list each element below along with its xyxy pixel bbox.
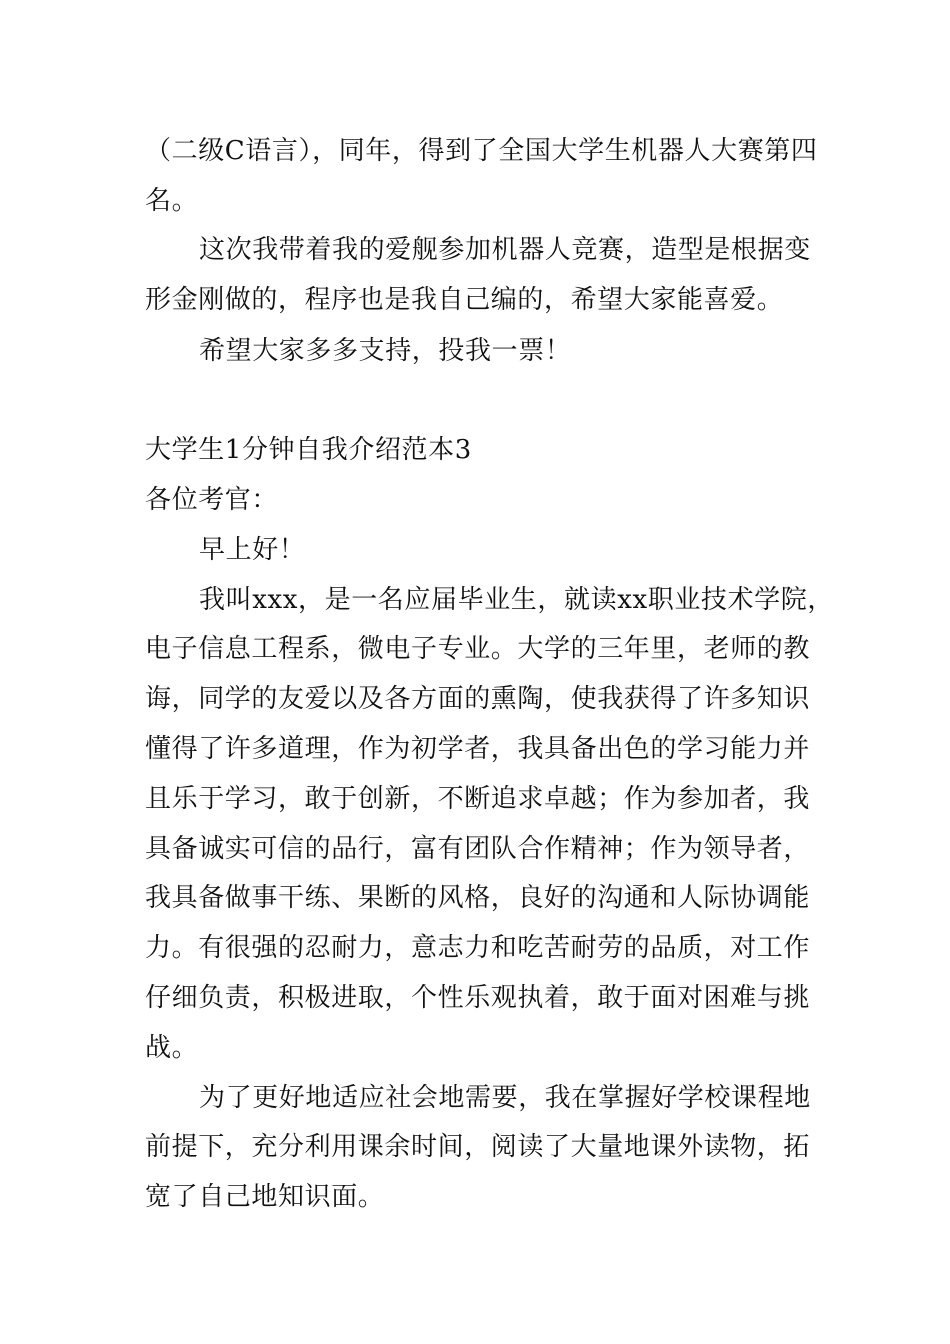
section-title: 大学生1分钟自我介绍范本3 <box>145 435 472 465</box>
paragraph-line: 我具备做事干练、果断的风格，良好的沟通和人际协调能 <box>145 883 811 913</box>
paragraph-line: 宽了自己地知识面。 <box>145 1182 385 1212</box>
paragraph-line: 具备诚实可信的品行，富有团队合作精神；作为领导者， <box>145 834 811 864</box>
paragraph-line: 电子信息工程系，微电子专业。大学的三年里，老师的教 <box>145 634 811 664</box>
paragraph-line: 且乐于学习，敢于创新，不断追求卓越；作为参加者，我 <box>145 784 811 814</box>
paragraph-line: 为了更好地适应社会地需要，我在掌握好学校课程地 <box>199 1083 811 1113</box>
paragraph-line: 前提下，充分利用课余时间，阅读了大量地课外读物，拓 <box>145 1132 811 1162</box>
paragraph-line: 仔细负责，积极进取，个性乐观执着，敢于面对困难与挑 <box>145 983 811 1013</box>
paragraph-line: 诲，同学的友爱以及各方面的熏陶，使我获得了许多知识 <box>145 684 811 714</box>
salutation: 各位考官： <box>145 485 279 515</box>
paragraph-line: 我叫xxx，是一名应届毕业生，就读xx职业技术学院， <box>199 585 834 615</box>
paragraph-line: （二级C语言），同年，得到了全国大学生机器人大赛第四 <box>145 136 818 166</box>
paragraph-line: 懂得了许多道理，作为初学者，我具备出色的学习能力并 <box>145 734 811 764</box>
greeting: 早上好！ <box>199 535 306 565</box>
paragraph-line: 名。 <box>145 186 199 216</box>
paragraph-line: 战。 <box>145 1033 199 1063</box>
paragraph-line: 力。有很强的忍耐力，意志力和吃苦耐劳的品质，对工作 <box>145 933 811 963</box>
paragraph-line: 形金刚做的，程序也是我自己编的，希望大家能喜爱。 <box>145 285 784 315</box>
paragraph-line: 希望大家多多支持，投我一票！ <box>199 336 572 366</box>
paragraph-line: 这次我带着我的爱舰参加机器人竞赛，造型是根据变 <box>199 235 811 265</box>
